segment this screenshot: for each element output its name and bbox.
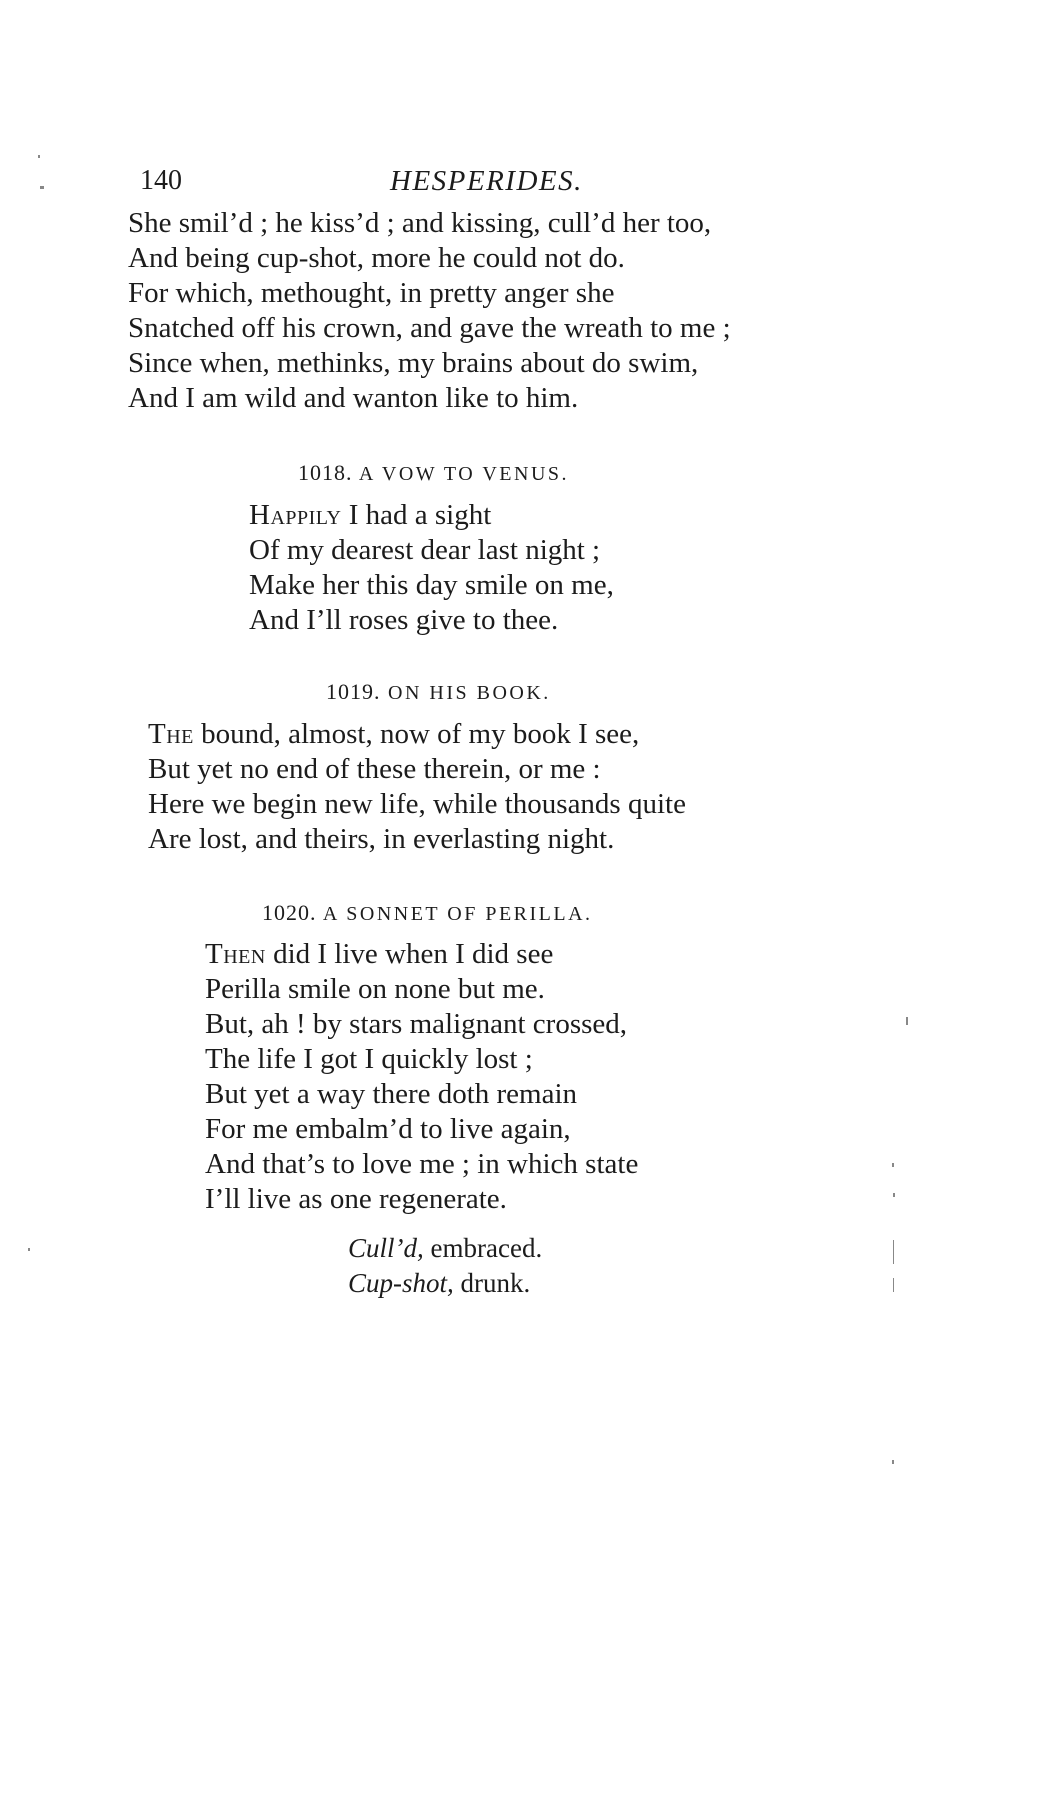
running-title: HESPERIDES. (390, 165, 583, 197)
poem-heading (298, 460, 569, 486)
poem-line: I’ll live as one regenerate. (205, 1183, 507, 1215)
page-header (140, 165, 900, 205)
poem-line: Of my dearest dear last night ; (249, 534, 601, 566)
scan-speck (40, 186, 44, 189)
poem-number: 1018. (298, 460, 353, 485)
glossary-entry (348, 1264, 530, 1302)
poem-line: Make her this day smile on me, (249, 569, 614, 601)
poem-title: A VOW TO VENUS. (358, 463, 570, 485)
scan-speck (892, 1163, 894, 1167)
poem-line (148, 714, 639, 754)
scan-speck (38, 155, 40, 158)
poem-line: Perilla smile on none but me. (205, 973, 545, 1005)
poem-line: Snatched off his crown, and gave the wreath to me ; (128, 312, 731, 344)
poem-line: Since when, methinks, my brains about do swim, (128, 347, 699, 379)
poem-line: And I’ll roses give to thee. (249, 604, 559, 636)
poem-line: And I am wild and wanton like to him. (128, 382, 579, 414)
poem-line: She smil’d ; he kiss’d ; and kissing, cull’d her too, (128, 207, 712, 239)
poem-line: For which, methought, in pretty anger she (128, 277, 615, 309)
first-word-small-caps: Then (205, 938, 266, 970)
glossary-definition: embraced. (423, 1233, 543, 1263)
poem-number: 1020. (262, 900, 317, 925)
scan-speck (893, 1240, 894, 1264)
poem-line: For me embalm’d to live again, (205, 1113, 571, 1145)
poem-line: And being cup-shot, more he could not do. (128, 242, 625, 274)
poem-line: But, ah ! by stars malignant crossed, (205, 1008, 628, 1040)
first-line-rest: did I live when I did see (265, 938, 554, 970)
poem-heading (262, 900, 593, 926)
glossary-entry (348, 1229, 542, 1267)
poem-line (205, 934, 553, 974)
glossary-term: Cup-shot, (348, 1268, 454, 1298)
poem-title: A SONNET OF PERILLA. (322, 903, 593, 925)
first-word-small-caps: The (148, 718, 194, 750)
scan-speck (893, 1278, 894, 1292)
first-word-small-caps: Happily (249, 499, 342, 531)
poem-line: But yet a way there doth remain (205, 1078, 578, 1110)
poem-line (249, 495, 491, 535)
poem-line: But yet no end of these therein, or me : (148, 753, 601, 785)
page-number: 140 (140, 165, 182, 196)
scan-speck (28, 1248, 30, 1251)
first-line-rest: bound, almost, now of my book I see, (193, 718, 640, 750)
poem-line: The life I got I quickly lost ; (205, 1043, 533, 1075)
glossary-term: Cull’d, (348, 1233, 424, 1263)
poem-number: 1019. (326, 679, 381, 704)
poem-line: Are lost, and theirs, in everlasting night. (148, 823, 615, 855)
scan-speck (892, 1460, 894, 1464)
glossary-definition: drunk. (453, 1268, 531, 1298)
poem-line: And that’s to love me ; in which state (205, 1148, 639, 1180)
first-line-rest: I had a sight (341, 499, 492, 531)
poem-line: Here we begin new life, while thousands quite (148, 788, 686, 820)
scan-speck (906, 1017, 908, 1025)
poem-heading (326, 679, 551, 705)
scan-speck (893, 1193, 895, 1197)
poem-title: ON HIS BOOK. (388, 682, 551, 704)
